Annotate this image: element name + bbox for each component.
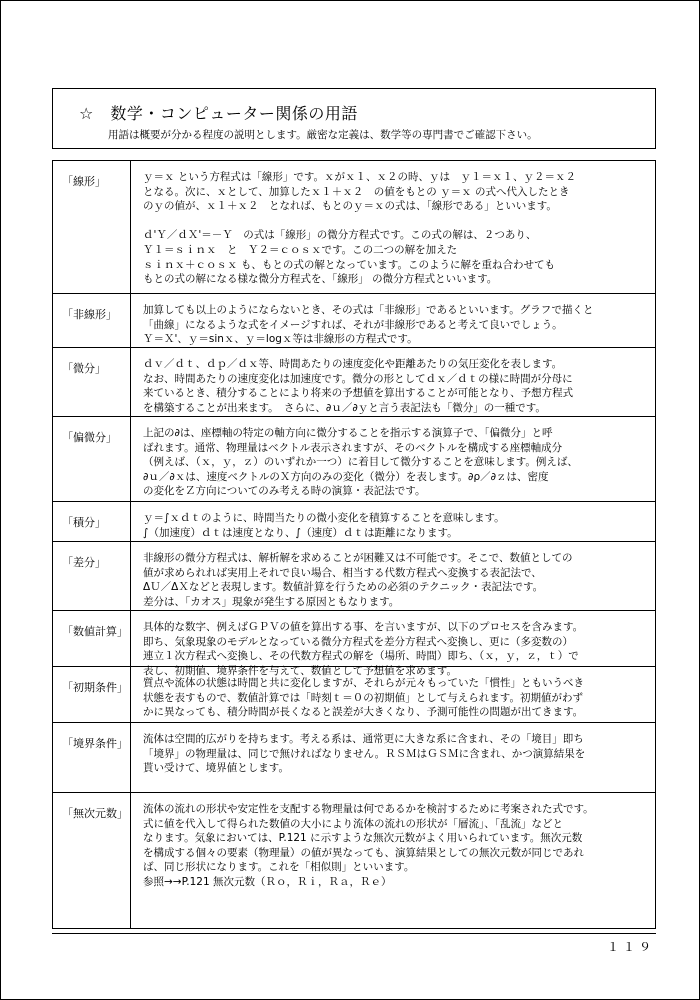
glossary-term: 「微分」: [53, 348, 131, 416]
definition-line: 表し、初期値、境界条件を与えて、数値として予想値を求めます。: [143, 664, 457, 677]
definition-line: 流体の流れの形状や安定性を支配する物理量は何であるかを検討するために考案された式です。: [143, 803, 594, 815]
glossary-table: [52, 160, 656, 929]
section-header: [52, 88, 656, 149]
definition-line: 具体的な数字、例えばＧＰＶの値を算出する事、を言いますが、以下のプロセスを含みます。: [143, 621, 584, 633]
definition-line: 非線形の微分方程式は、解析解を求めることが困難又は不可能です。そこで、数値としての: [143, 552, 573, 564]
definition-line: 加算しても以上のようにならないとき、その式は「非線形」であるといいます。グラフで描くと: [143, 304, 594, 316]
glossary-term: 「境界条件」: [53, 723, 131, 792]
glossary-row: [53, 610, 655, 677]
section-title: ☆ 数学・コンピューター関係の用語: [79, 104, 358, 123]
definition-line: ∂ｕ／∂ｘは、速度ベクトルのＸ方向のみの変化（微分）を表します。∂ρ／∂ｚは、密度: [143, 470, 549, 483]
definition-line: なお、時間あたりの速度変化は加速度です。微分の形としてｄｘ／ｄｔの様に時間が分母に: [143, 372, 573, 385]
definition-line: 値が求められれば実用上それで良い場合、相当する代数方程式へ変換する表記法で、: [143, 566, 542, 579]
glossary-row: [53, 347, 655, 416]
definition-line: ｓｉｎｘ＋ｃｏｓｘ も、もとの式の解となっています。このように解を重ね合わせても: [143, 258, 555, 271]
definition-line: Ｙ１＝ｓｉｎｘ と Ｙ２＝ｃｏｓｘです。この二つの解を加えた: [143, 243, 458, 256]
definition-line: 差分は、「カオス」現象が発生する原因ともなります。: [143, 595, 400, 608]
definition-line: 参照→→P.121 無次元数（Ｒｏ，Ｒｉ，Ｒａ，Ｒｅ）: [143, 875, 392, 888]
glossary-definition: [131, 294, 655, 347]
definition-line: 流体は空間的広がりを持ちます。考える系は、通常更に大きな系に含まれ、その「境目」即ち: [143, 733, 584, 745]
definition-line: 状態を表すもので、数値計算では「時刻ｔ＝０の初期値」として与えられます。初期値がわず: [143, 691, 583, 704]
glossary-term: 「数値計算」: [53, 611, 131, 666]
definition-line: 来ているとき、積分することにより将来の予想値を算出することが可能となり、予想方程式: [143, 387, 574, 400]
definition-line: ∫（加速度）ｄｔは速度となり、∫（速度）ｄｔは距離になります。: [143, 526, 458, 539]
definition-line: を構成する個々の要素（物理量）の値が異なっても、演算結果としての無次元数が同じであれ: [143, 846, 584, 859]
definition-line: 連立１次方程式へ変換し、その代数方程式の解を（場所、時間）即ち、（ｘ，ｙ，ｚ，ｔ）で: [143, 650, 579, 663]
definition-line: ｄ'Ｙ／ｄＸ'＝－Ｙ の式は「線形」の微分方程式です。この式の解は、２つあり、: [143, 229, 537, 242]
definition-line: もとの式の解になる様な微分方程式を、「線形」 の微分方程式といいます。: [143, 273, 498, 286]
definition-line: となる。次に、ｘとして、加算したｘ１＋ｘ２ の値をもとの ｙ＝ｘ の式へ代入したとき: [143, 185, 570, 198]
definition-line: ｄｖ／ｄｔ、ｄｐ／ｄｘ等、時間あたりの速度変化や距離あたりの気圧変化を表します。: [143, 358, 563, 370]
glossary-row: [53, 666, 655, 722]
glossary-row: [53, 501, 655, 541]
glossary-definition: [131, 723, 655, 792]
glossary-row: [53, 293, 655, 347]
glossary-term: 「線形」: [53, 161, 131, 293]
glossary-definition: [131, 161, 655, 293]
definition-line: かに異なっても、積分時間が長くなると誤差が大きくなり、予測可能性の問題が出てきます。: [143, 706, 584, 719]
glossary-definition: [131, 348, 655, 416]
definition-line: ΔＵ／ΔＸなどと表現します。数値計算を行うための必須のテクニック・表記法です。: [143, 581, 544, 594]
glossary-row: [53, 416, 655, 501]
glossary-term: 「非線形」: [53, 294, 131, 347]
footer-divider: [52, 933, 656, 934]
glossary-row: [53, 161, 655, 293]
definition-line: 貰い受けて、境界値とします。: [143, 762, 289, 775]
definition-line: 即ち、気象現象のモデルとなっている微分方程式を差分方程式へ変換し、更に（多変数の）: [143, 635, 573, 648]
definition-line: のｙの値が、ｘ１＋ｘ２ となれば、もとのｙ＝ｘの式は、「線形である」といいます。: [143, 200, 557, 213]
glossary-row: [53, 541, 655, 610]
glossary-definition: [131, 502, 655, 541]
definition-line: 式に値を代入して得られた数値の大小により流体の流れの形状が「層流」、「乱流」などと: [143, 817, 563, 830]
glossary-term: 「積分」: [53, 502, 131, 541]
glossary-definition: [131, 793, 655, 928]
glossary-row: [53, 792, 655, 928]
glossary-term: 「差分」: [53, 542, 131, 610]
definition-line: ｙ＝∫ｘｄｔのように、時間当たりの微小変化を積算することを意味します。: [143, 512, 505, 524]
page-number: １１９: [607, 940, 656, 954]
definition-line: Ｙ＝Ｘ'、ｙ＝sinｘ、ｙ＝logｘ等は非線形の方程式です。: [143, 333, 418, 346]
definition-line: ばれます。通常、物理量はベクトル表示されますが、そのベクトルを構成する座標軸成分: [143, 441, 563, 454]
glossary-definition: [131, 542, 655, 610]
definition-line: 「曲線」になるような式をイメージすれば、それが非線形であると考えて良いでしょう。: [143, 318, 563, 331]
definition-line: 「境界」の物理量は、同じで無ければなりません。ＲＳＭはＧＳＭに含まれ、かつ演算結果を: [143, 747, 586, 760]
glossary-definition: [131, 667, 655, 722]
definition-line: ば、同じ形状になります。これを「相似則」といいます。: [143, 861, 415, 874]
definition-line: 上記の∂は、座標軸の特定の軸方向に微分することを指示する演算子で、「偏微分」と呼: [143, 427, 553, 439]
glossary-definition: [131, 611, 655, 677]
glossary-term: 「無次元数」: [53, 793, 131, 928]
section-subtitle: 用語は概要が分かる程度の説明とします。厳密な定義は、数学等の専門書でご確認下さい。: [108, 129, 538, 141]
definition-line: ｙ＝ｘ という方程式は「線形」です。ｘがｘ１、ｘ２の時、ｙは ｙ１＝ｘ１、ｙ２＝ｘ２: [143, 171, 576, 183]
glossary-term: 「偏微分」: [53, 417, 131, 501]
definition-line: 質点や流体の状態は時間と共に変化しますが、それらが元々もっていた「慣性」ともいうべき: [143, 677, 584, 689]
definition-line: [143, 214, 649, 229]
glossary-term: 「初期条件」: [53, 667, 131, 722]
glossary-row: [53, 722, 655, 792]
definition-line: なります。気象においては、P.121 に示すような無次元数がよく用いられています。無次元数: [143, 832, 583, 845]
definition-line: の変化をＺ方向についてのみ考える時の演算・表記法です。: [143, 485, 426, 498]
glossary-definition: [131, 417, 655, 501]
definition-line: （例えば、（ｘ，ｙ，ｚ）のいずれか一つ）に着目して微分することを意味します。例えば、: [143, 456, 578, 469]
definition-line: を構築することが出来ます。 さらに、∂ｕ／∂ｙと言う表記法も「微分」の一種です。: [143, 401, 546, 414]
